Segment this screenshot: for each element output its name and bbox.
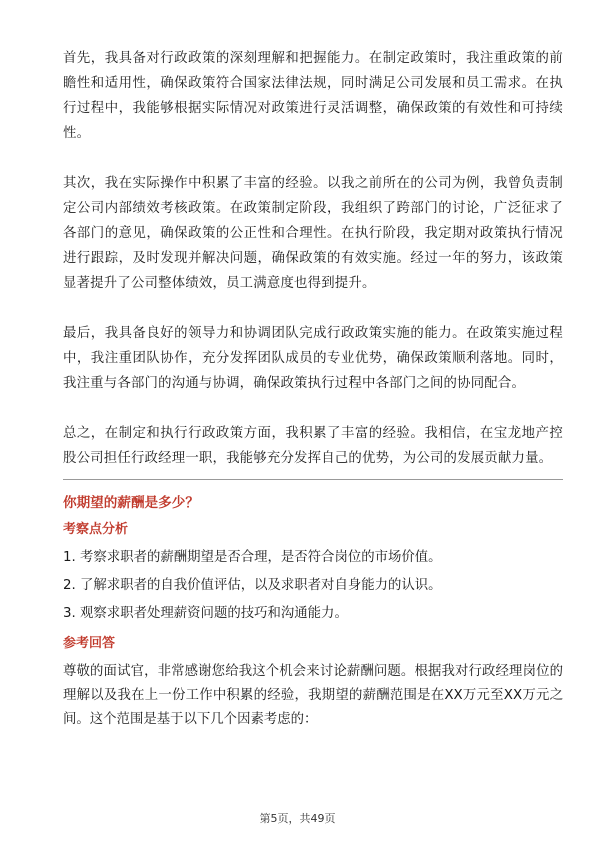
paragraph-conclusion: 总之，在制定和执行行政政策方面，我积累了丰富的经验。我相信，在宝龙地产控股公司担任行政经理一职，我能够充分发挥自己的优势，为公司的发展贡献力量。	[63, 426, 563, 466]
reference-heading: 参考回答	[63, 636, 116, 651]
analysis-item: 3. 观察求职者处理薪资问题的技巧和沟通能力。	[63, 606, 348, 621]
paragraph-third: 最后，我具备良好的领导力和协调团队完成行政政策实施的能力。在政策实施过程中，我注重团队协作，充分发挥团队成员的专业优势，确保政策顺利落地。同时，我注重与各部门的沟通与协调，确保政策执行过程中各部门之间的协同配合。	[63, 326, 563, 391]
reference-answer: 尊敬的面试官，非常感谢您给我这个机会来讨论薪酬问题。根据我对行政经理岗位的理解以及我在上一份工作中积累的经验，我期望的薪酬范围是在XX万元至XX万元之间。这个范围是基于以下几个因素考虑的：	[63, 664, 563, 727]
paragraph-second: 其次，我在实际操作中积累了丰富的经验。以我之前所在的公司为例，我曾负责制定公司内部绩效考核政策。在政策制定阶段，我组织了跨部门的讨论，广泛征求了各部门的意见，确保政策的公正性和合理性。在执行阶段，我定期对政策执行情况进行跟踪，及时发现并解决问题，确保政策的有效实施。经过一年的努力，该政策显著提升了公司整体绩效，员工满意度也得到提升。	[63, 176, 563, 291]
analysis-item: 1. 考察求职者的薪酬期望是否合理，是否符合岗位的市场价值。	[63, 550, 442, 565]
page-number: 第5页，共49页	[259, 812, 336, 825]
paragraph-first: 首先，我具备对行政政策的深刻理解和把握能力。在制定政策时，我注重政策的前瞻性和适用性，确保政策符合国家法律法规，同时满足公司发展和员工需求。在执行过程中，我能够根据实际情况对政策进行灵活调整，确保政策的有效性和可持续性。	[63, 51, 563, 141]
analysis-heading: 考察点分析	[63, 522, 129, 537]
section-divider	[63, 479, 563, 480]
question-heading: 你期望的薪酬是多少？	[63, 495, 199, 511]
page-content	[63, 46, 563, 732]
analysis-item: 2. 了解求职者的自我价值评估，以及求职者对自身能力的认识。	[63, 578, 442, 593]
